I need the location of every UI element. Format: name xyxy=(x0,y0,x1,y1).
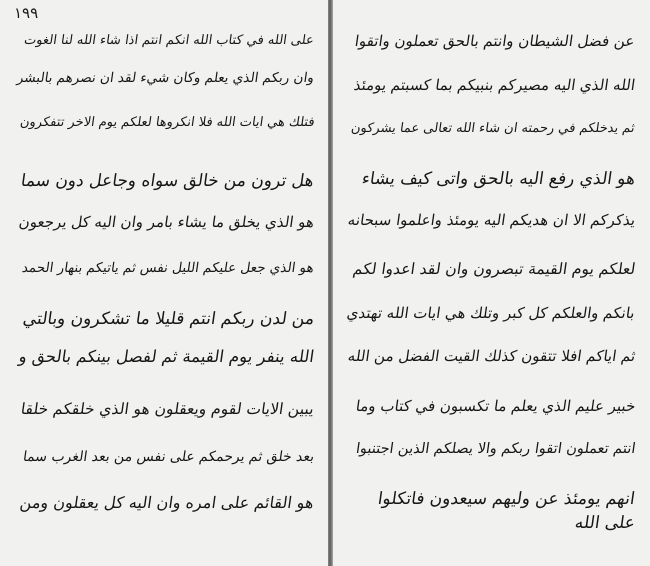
folio-number: ١٩٩ xyxy=(14,4,39,22)
text-line: وان ربكم الذي يعلم وكان شيء لقد ان نصرهم بالبشر xyxy=(15,70,316,86)
right-page xyxy=(332,0,650,566)
text-line: بعد خلق ثم يرحمكم على نفس من بعد الغرب سما xyxy=(21,449,316,465)
text-line: انهم يومئذ عن وليهم سيعدون فاتكلوا xyxy=(376,489,637,509)
text-line: عن فضل الشيطان وانتم بالحق تعملون واتقوا xyxy=(354,32,637,50)
text-line: هو الذي جعل عليكم الليل نفس ثم ياتيكم بنهار الحمد xyxy=(21,260,316,276)
text-line: الله الذي اليه مصيركم بنبيكم بما كسبتم يومئذ xyxy=(352,76,637,94)
text-line: الله ينفر يوم القيمة ثم لفصل بينكم بالحق و xyxy=(17,347,316,366)
text-line: هو الذي يخلق ما يشاء بامر وان اليه كل يرجعون xyxy=(17,213,316,231)
text-line: من لدن ربكم انتم قليلا ما تشكرون وبالتي xyxy=(21,309,316,329)
text-line: هو القائم على امره وان اليه كل يعقلون ومن xyxy=(19,493,316,512)
text-line: ثم اياكم افلا تتقون كذلك القيت الفضل من الله xyxy=(346,347,637,365)
text-line: ثم يدخلكم في رحمته ان شاء الله تعالى عما يشركون xyxy=(350,121,637,136)
text-line: انتم تعملون اتقوا ربكم والا يصلكم الذين اجتنبوا xyxy=(354,441,637,457)
text-line: هو الذي رفع اليه بالحق واتى كيف يشاء xyxy=(360,169,637,189)
text-line: بانكم والعلكم كل كبر وتلك هي ايات الله تهتدي xyxy=(346,304,637,322)
text-line: يبين الايات لقوم ويعقلون هو الذي خلقكم خلقا xyxy=(20,400,316,418)
text-line: يذكركم الا ان هديكم اليه يومئذ واعلموا سبحانه xyxy=(346,211,637,229)
text-line: فتلك هي ايات الله فلا انكروها لعلكم يوم الاخر تتفكرون xyxy=(18,115,316,130)
text-line: خبير عليم الذي يعلم ما تكسبون في كتاب وما xyxy=(354,397,637,415)
text-line: على الله في كتاب الله انكم انتم اذا شاء الله لنا الغوت xyxy=(23,33,316,48)
text-line: على الله xyxy=(573,513,637,533)
text-line: لعلكم يوم القيمة تبصرون وان لقد اعدوا لكم xyxy=(351,260,637,278)
text-line: هل ترون من خالق سواه وجاعل دون سما xyxy=(19,171,316,191)
